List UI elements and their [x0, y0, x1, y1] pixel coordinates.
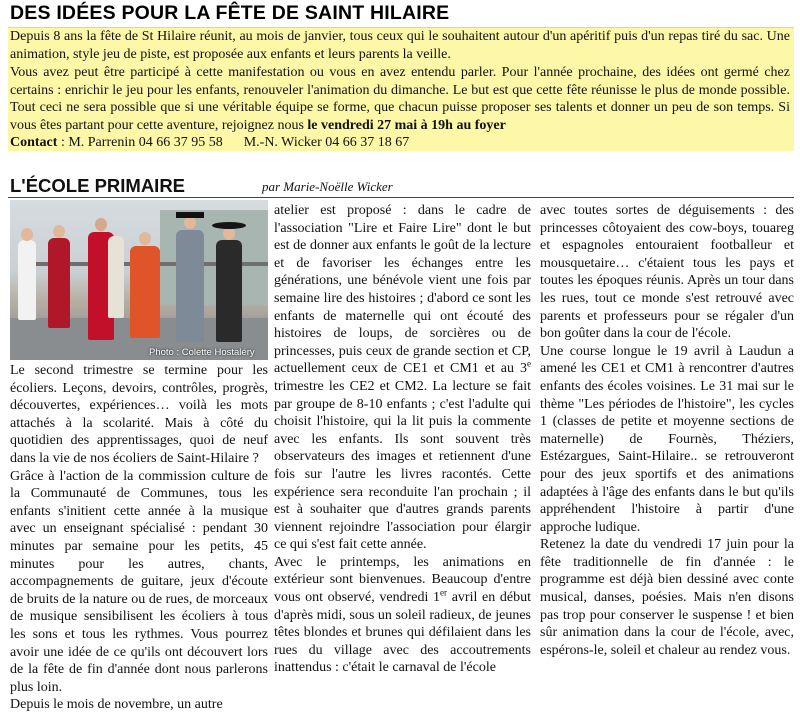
- photo-child-figure: [108, 236, 124, 318]
- fete-paragraph-ideas: [8, 64, 794, 134]
- photo-child-figure: [216, 240, 242, 342]
- ordinal-suffix: e: [527, 358, 531, 369]
- article-column-2: [274, 202, 531, 677]
- article-text: trimestre les CE2 et CM2. La lecture se fait par groupe de 8-10 enfants ; c'est l'adulte qui choisit l'histoire, qui la lit puis la commente avec les enfants. Ils sont souvent très observateurs des images et retiennent d'une fois sur l'autre les livres racontés. Cette expérience sera reconduite l'an prochain ; il est à souhaiter que d'autres grands parents viennent rejoindre l'association pour élargir ce qui s'est fait cette année.: [274, 378, 531, 553]
- section-divider: [8, 197, 794, 198]
- photo-hat: [176, 212, 204, 218]
- fete-paragraph-intro: Depuis 8 ans la fête de St Hilaire réunit, au mois de janvier, tous ceux qui le souhaitent autour d'un apéritif puis d'un repas tiré du sac. Une animation, style jeu de piste, est proposée aux enfants et leurs parents la veille.: [10, 29, 790, 62]
- article-paragraph: Retenez la date du vendredi 17 juin pour la fête traditionnelle de fin d'année : le programme est déjà bien dessiné avec conte musical, danses, poésies. Mais n'en disons pas trop pour conserver le suspense ! et bien sûr animation dans la cour de l'école, avec, espérons-le, soleil et chaleur au rendez vous.: [540, 537, 794, 658]
- article-text: avril en début d'après midi, sous un soleil radieux, de jeunes têtes blondes et brunes qui défilaient dans les rues du village avec des accoutrements inattendus : c'était le carnaval de l'école: [274, 590, 531, 676]
- article-paragraph: Une course longue le 19 avril à Laudun a amené les CE1 et CM1 à rencontrer d'autres enfants des écoles voisines. Le 31 mai sur le thème "Les périodes de l'histoire", les cycles 1 (classes de petite et moyenne sections de maternelle) de Fournès, Théziers, Estézargues, Saint-Hilaire.. se retrouveront pour des jeux sportifs et des animations adaptées à l'âge des enfants dans le but qu'ils appréhendent l'histoire à partir d'une approche ludique.: [540, 343, 794, 535]
- fete-meeting-date: le vendredi 27 mai à 19h au foyer: [307, 117, 506, 133]
- article-column-3: [540, 202, 794, 659]
- photo-caption: Photo : Colette Hostaléry: [149, 347, 255, 358]
- article-paragraph: [274, 554, 531, 677]
- article-paragraph: Depuis le mois de novembre, un autre: [10, 697, 223, 713]
- fete-ideas-text: Vous avez peut être participé à cette manifestation ou vous en avez entendu parler. Pour l'année prochaine, des idées ont germé chez certains : enrichir le jeu pour les enfants, renouveler l'animation du dimanche. Le but est que cette fête réunisse le plus de monde possible. Tout ceci ne sera possible que si une véritable équipe se forme, que chacun puisse proposer ses talents et donner un peu de son temps. Si vous êtes partant pour cette aventure, rejoignez nous: [10, 65, 790, 133]
- photo-child-figure: [48, 238, 70, 328]
- photo-hat: [212, 222, 246, 229]
- contact-label: Contact: [10, 135, 58, 150]
- ecole-title: L'ÉCOLE PRIMAIRE: [10, 175, 186, 196]
- article-paragraph: Le second trimestre se termine pour les écoliers. Leçons, devoirs, contrôles, progrès, découvertes, expériences… voilà les mots attachés à la scolarité. Mais à côté du quotidien des apprentissages, quoi de neuf dans la vie de nos écoliers de Saint-Hilaire ?: [10, 363, 268, 466]
- article-text: atelier est proposé : dans le cadre de l'association "Lire et Faire Lire" dont le but est de donner aux enfants le goût de la lecture et de favoriser les échanges entre les générations, une bénévole vient une fois par semaine lire des histoires ; d'abord ce sont les enfants de maternelle qui ont écouté des histoires de loups, de sorcières ou de princesses, puis ceux de grande section et CP, actuellement ceux de CE1 et CM1 et au 3: [274, 203, 531, 377]
- article-column-1: [10, 362, 268, 714]
- article-text: Avec le printemps, les animations en extérieur sont bienvenues. Beaucoup d'entre vous ont observé, vendredi 1: [274, 554, 531, 606]
- ordinal-suffix: er: [440, 587, 448, 598]
- article-paragraph: Grâce à l'action de la commission culture de la Communauté de Communes, tous les enfants s'initient cette année à la musique avec un enseignant spécialisé : pendant 30 minutes par semaine pour les petits, 45 minutes pour les autres, chants, accompagnements de guitare, jeux d'écoute de bruits de la nature ou de rues, de morceaux de musique sensibilisent les écoliers à tous les sons et tous les rythmes. Vous pourrez avoir une idée de ce qu'ils ont découvert lors de la fête de fin d'année dont nous parlerons plus loin.: [10, 468, 268, 695]
- contact-details: : M. Parrenin 04 66 37 95 58 M.-N. Wicker 04 66 37 18 67: [57, 135, 410, 150]
- article-paragraph: [274, 202, 531, 554]
- fete-highlight-box: [8, 27, 794, 151]
- photo-child-head: [53, 225, 65, 238]
- photo-child-head: [21, 228, 33, 241]
- fete-contact: [8, 134, 794, 152]
- fete-title: DES IDÉES POUR LA FÊTE DE SAINT HILAIRE: [10, 2, 450, 24]
- photo-child-head: [95, 218, 107, 231]
- photo-child-head: [139, 232, 151, 245]
- carnival-photo: [10, 200, 268, 360]
- ecole-byline: par Marie-Noëlle Wicker: [262, 179, 393, 194]
- article-paragraph: avec toutes sortes de déguisements : des princesses côtoyaient des cow-boys, touareg et espagnoles entouraient footballeur et mousquetaire… c'étaient tous les pays et toutes les époques réunis. Après un tour dans les rues, tout ce monde s'est retrouvé avec parents et professeurs pour se régaler d'un bon goûter dans la cour de l'école.: [540, 203, 794, 342]
- photo-child-figure: [130, 246, 160, 338]
- photo-child-figure: [176, 230, 204, 342]
- photo-child-figure: [18, 240, 36, 320]
